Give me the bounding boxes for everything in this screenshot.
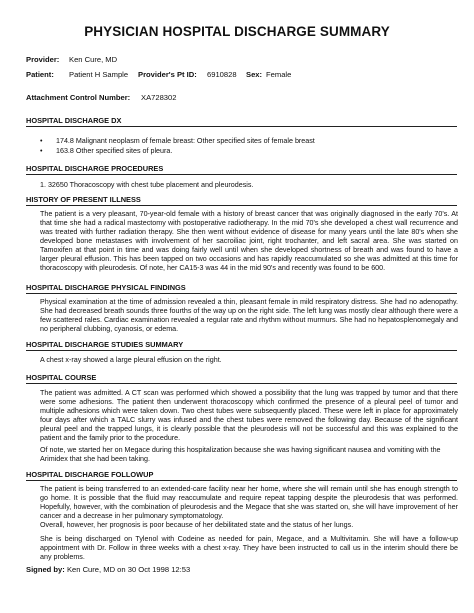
provider-label: Provider: — [26, 55, 60, 64]
patient-row — [26, 70, 466, 80]
provider-row — [26, 55, 118, 65]
procedures-list — [40, 180, 458, 190]
signed-by-label: Signed by: — [26, 565, 65, 574]
bullet-icon: • — [40, 147, 43, 155]
attachment-label: Attachment Control Number: — [26, 93, 131, 102]
list-item: 1. 32650 Thoracoscopy with chest tube placement and pleurodesis. — [40, 181, 254, 189]
studies-summary-text: A chest x-ray showed a large pleural effusion on the right. — [40, 356, 222, 364]
followup-prognosis: Overall, however, her prognosis is poor because of her debilitated state and the status of her lungs. — [40, 521, 354, 529]
section-title-history: HISTORY OF PRESENT ILLNESS — [26, 195, 457, 206]
discharge-dx-list — [40, 136, 458, 156]
attachment-value: XA728302 — [141, 93, 177, 102]
section-title-hospital-course: HOSPITAL COURSE — [26, 373, 457, 384]
provider-pt-id-value: 6910828 — [207, 70, 237, 79]
section-title-physical-findings: HOSPITAL DISCHARGE PHYSICAL FINDINGS — [26, 283, 457, 294]
list-item: • 174.8 Malignant neoplasm of female breast: Other specified sites of female breast — [40, 137, 315, 145]
section-title-followup: HOSPITAL DISCHARGE FOLLOWUP — [26, 470, 457, 481]
sex-label: Sex: — [246, 70, 263, 79]
section-title-discharge-dx: HOSPITAL DISCHARGE DX — [26, 116, 457, 127]
list-item: • 163.8 Other specified sites of pleura. — [40, 147, 173, 155]
attachment-row — [26, 93, 177, 103]
followup-text: The patient is being transferred to an extended-care facility near her home, where she will remain until she has enough strength to go home. It is possible that the fluid may reaccumulate and require repeat tapping despite the pleurodesis that was performed. Hopefully, however, with the combination of pleurodesis and the Megace that she was started on, she will have improvement of her cancer and a decrease in her pulmonary symptomatology. — [40, 485, 458, 521]
physical-findings-text: Physical examination at the time of admission revealed a thin, pleasant female in mild respiratory distress. She had no adenopathy. She had decreased breath sounds three fourths of the way up on the right side. The left lung was mostly clear although there were a few scattered rales. Cardiac examination revealed a regular rate and rhythm without murmurs. She had no hepatosplenomegaly and no peripheral clubbing, cyanosis, or edema. — [40, 298, 458, 334]
bullet-icon: • — [40, 137, 43, 145]
section-title-procedures: HOSPITAL DISCHARGE PROCEDURES — [26, 164, 457, 175]
signature-line — [26, 565, 190, 575]
signed-by-value: Ken Cure, MD on 30 Oct 1998 12:53 — [66, 565, 191, 574]
patient-value: Patient H Sample — [69, 70, 129, 79]
history-text: The patient is a very pleasant, 70-year-old female with a history of breast cancer that was originally diagnosed in the early 70's. At that time she had a radical mastectomy with postoperative radiotherapy. In the mid 70's she developed a chest wall recurrence and was treated with further radiation therapy. She then went without evidence of disease for many years until the late 80's when she developed bone metastases with involvement of her sacroiliac joint, right trochanter, and left sacral area. She was started on Tamoxifen at that point in time and was doing fairly well until when she developed shortness of breath and was found to have a larger pleural effusion. This has been tapped on two occasions and has rapidly reaccumulated so she was admitted at this time for thoracoscopy with pleurodesis. Of note, her CA15-3 was 44 in the mid 90's and recently was found to be 600. — [40, 210, 458, 273]
document-title: PHYSICIAN HOSPITAL DISCHARGE SUMMARY — [84, 24, 390, 39]
sex-value: Female — [266, 70, 292, 79]
provider-pt-id-label: Provider's Pt ID: — [138, 70, 197, 79]
followup-medications: She is being discharged on Tylenol with Codeine as needed for pain, Megace, and a Multivitamin. She will have a follow-up appointment with Dr. Follow in three weeks with a chest x-ray. They have been instructed to call us in the interim should there be any problems. — [40, 535, 458, 562]
hospital-course-text: The patient was admitted. A CT scan was performed which showed a possibility that the lung was trapped by tumor and that there were some adhesions. The patient then underwent thoracoscopy which confirmed the presence of a pleural peel of tumor and multiple adhesions which were taken down. Two chest tubes were subsequently placed. These were left in place for approximately four days after which a TALC slurry was infused and the chest tubes were removed the following day. Because of the significant pleural peel and the trapped lungs, it is clearly possible that the pleurodesis will not be successful and this was explained to the patient and the family prior to the procedure. — [40, 389, 458, 443]
provider-value: Ken Cure, MD — [69, 55, 118, 64]
patient-label: Patient: — [26, 70, 54, 79]
section-title-studies-summary: HOSPITAL DISCHARGE STUDIES SUMMARY — [26, 340, 457, 351]
hospital-course-note: Of note, we started her on Megace during this hospitalization because she was having significant nausea and vomiting with the Arimidex that she had been taking. — [40, 446, 441, 464]
